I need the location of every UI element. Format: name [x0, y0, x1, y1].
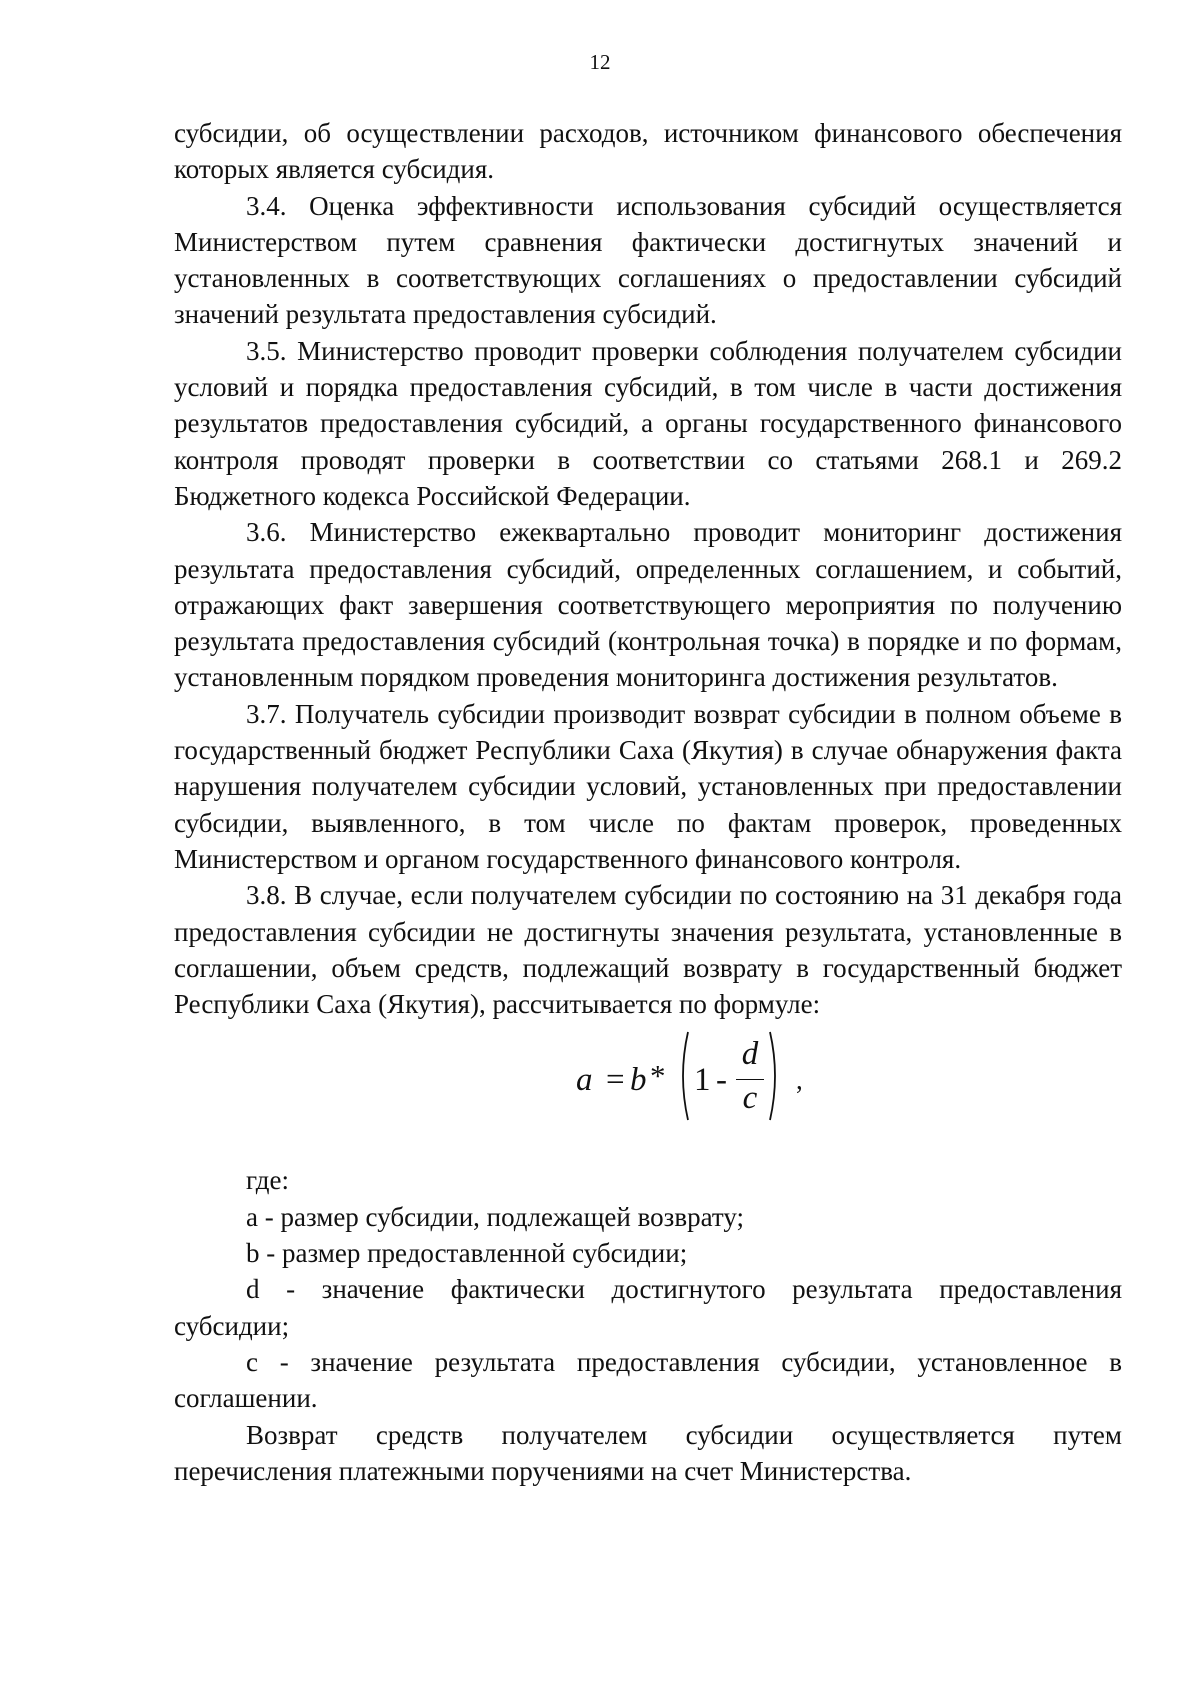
formula-one: 1: [694, 1062, 711, 1099]
formula-multiply: *: [650, 1058, 666, 1094]
paragraphs-after-formula: [174, 1162, 1122, 1489]
paragraph-3-8: 3.8. В случае, если получателем субсидии по состоянию на 31 декабря года предоставления субсидии не достигнуты значения результата, установленные в соглашении, объем средств, подлежащий возврату в государственный бюджет Республики Саха (Якутия), рассчитывается по формуле:: [174, 880, 1122, 1020]
formula-equals: =: [606, 1062, 625, 1099]
paragraph-3-7: 3.7. Получатель субсидии производит возврат субсидии в полном объеме в государственный бюджет Республики Саха (Якутия) в случае обнаружения факта нарушения получателем субсидии условий, установленных при предоставлении субсидии, выявленного, в том числе по фактам проверок, проведенных Министерством и органом государственного финансового контроля.: [174, 698, 1122, 874]
formula-denominator-c: c: [742, 1080, 758, 1117]
paragraph-return-payment: Возврат средств получателем субсидии осуществляется путем перечисления платежными поручениями на счет Министерства.: [174, 1419, 1122, 1486]
definition-a: a - размер субсидии, подлежащей возврату;: [246, 1201, 744, 1232]
formula-minus: -: [716, 1062, 727, 1099]
formula-numerator-d: d: [741, 1036, 759, 1073]
paragraph-3-5: 3.5. Министерство проводит проверки соблюдения получателем субсидии условий и порядка предоставления субсидий, в том числе в части достижения результатов предоставления субсидий, а органы государственного финансового контроля проводят проверки в соответствии со статьями 268.1 и 269.2 Бюджетного кодекса Российской Федерации.: [174, 335, 1122, 511]
paragraphs-before-formula: [174, 115, 1122, 1022]
page-number: 12: [589, 50, 611, 74]
formula-comma: ,: [796, 1065, 803, 1096]
formula-variable-b: b: [630, 1062, 647, 1099]
definition-d: d - значение фактически достигнутого результата предоставления субсидии;: [174, 1274, 1122, 1341]
formula-right-paren: [768, 1030, 782, 1122]
return-formula: [174, 1028, 1122, 1140]
paragraph: субсидии, об осуществлении расходов, источником финансового обеспечения которых является субсидия.: [174, 118, 1122, 185]
formula-left-paren: [676, 1030, 690, 1122]
document-body: [174, 115, 1122, 1489]
formula-variable-a: a: [576, 1062, 593, 1099]
paragraph-3-6: 3.6. Министерство ежеквартально проводит мониторинг достижения результата предоставления субсидий, определенных соглашением, и событий, отражающих факт завершения соответствующего мероприятия по получению результата предоставления субсидий (контрольная точка) в порядке и по формам, установленным порядком проведения мониторинга достижения результатов.: [174, 517, 1122, 693]
paragraph-3-4: 3.4. Оценка эффективности использования субсидий осуществляется Министерством путем сравнения фактически достигнутых значений и установленных в соответствующих соглашениях о предоставлении субсидий значений результата предоставления субсидий.: [174, 190, 1122, 330]
definition-c: c - значение результата предоставления субсидии, установленное в соглашении.: [174, 1346, 1122, 1414]
paragraph-where: где:: [246, 1165, 289, 1196]
definition-b: b - размер предоставленной субсидии;: [246, 1238, 688, 1269]
